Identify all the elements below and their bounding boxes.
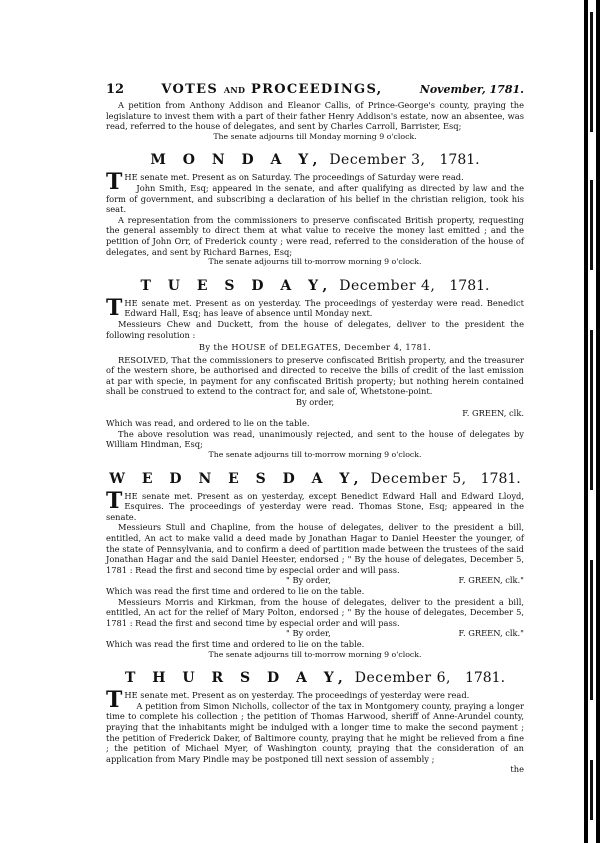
adjourn-monday: The senate adjourns till to-morrow morning 9 o'clock. [208,257,422,267]
tuesday-para-1: THE senate met. Present as on yesterday. The proceedings of yesterday were read. Benedict Edward Hall, Esq; has leave of absence until Monday next. [106,294,524,321]
wednesday-para-1: THE senate met. Present as on yesterday, except Benedict Edward Hall and Edward Lloyd, Esquires. The proceedings of yesterday were read. Thomas Stone, Esq; appeared in the senate. [106,487,524,522]
day-heading-tuesday: T U E S D A Y, December 4, 1781. [140,277,490,294]
signer-tuesday: F. GREEN, clk. [462,407,524,418]
running-header [106,82,524,98]
wednesday-para-3: Which was read the first time and ordered to lie on the table. [106,585,365,596]
header-date: November, 1781. [419,83,524,96]
tuesday-para-2: Messieurs Chew and Duckett, from the house of delegates, deliver to the president the following resolution : [106,318,524,340]
adjourn-wednesday: The senate adjourns till to-morrow morning 9 o'clock. [208,649,422,659]
wednesday-para-4: Messieurs Morris and Kirkman, from the house of delegates, deliver to the president a bill, entitled, An act for the relief of Mary Polton, endorsed ; " By the house of delegates, December 5, 1781 : Read the first and second time by especial order and will pass. [106,596,524,628]
by-order-tuesday: By order, [295,397,335,408]
catchword: the [510,764,524,775]
tuesday-para-4: The above resolution was read, unanimously rejected, and sent to the house of delegates by William Hindman, Esq; [106,428,524,450]
wednesday-para-2: Messieurs Stull and Chapline, from the house of delegates, deliver to the president a bill, entitled, An act to make valid a deed made by Jonathan Hagar to Daniel Heester the younger, of the state of Pennsylvania, and to confirm a deed of partition made between the trustees of the said Jonathan Hagar and the said Daniel Heester, endorsed ; " By the house of delegates, December 5, 1781 : Read the first and second time by especial order and will pass. [106,522,524,575]
resolution-text: RESOLVED, That the commissioners to preserve confiscated British property, and the treasurer of the western shore, be authorised and directed to receive the bills of credit of the last emission at par with specie, in payment for any confiscated British property; but nothing herein contained shall be construed to extend to the contract for, and sale of, Whetstone-point. [106,354,524,397]
thursday-para-2: A petition from Simon Nicholls, collector of the tax in Montgomery county, praying a longer time to complete his collection ; the petition of Thomas Harwood, sheriff of Anne-Arundel county, praying that the inhabitants might be indulged with a longer time to make the second payment ; the petition of Frederick Daker, of Baltimore county, praying that he might be relieved from a fine ; the petition of Michael Myer, of Washington county, praying that the consideration of an application from Mary Pindle may be postponed till next session of assembly ; [106,700,524,764]
day-heading-monday: M O N D A Y, December 3, 1781. [150,152,480,169]
order-row-2: " By order, F. GREEN, clk." [286,628,524,639]
page-text [106,82,524,775]
by-the-house-line: By the HOUSE of DELEGATES, December 4, 1781. [198,342,432,353]
monday-para-1: THE senate met. Present as on Saturday. The proceedings of Saturday were read. [106,169,464,196]
page-number: 12 [106,82,125,97]
adjourn-tuesday: The senate adjourns till to-morrow morning 9 o'clock. [208,450,422,460]
addison-petition: A petition from Anthony Addison and Eleanor Callis, of Prince-George's county, praying the legislature to invest them with a part of their father Henry Addison's estate, now an absentee, was read, referred to the house of delegates, and sent by Charles Carroll, Barrister, Esq; [106,100,524,132]
thursday-para-1: THE senate met. Present as on yesterday. The proceedings of yesterday were read. [106,687,470,714]
monday-para-2: John Smith, Esq; appeared in the senate, and after qualifying as directed by law and the form of government, and subscribing a declaration of his belief in the christian religion, took his seat. [106,182,524,215]
tuesday-para-3: Which was read, and ordered to lie on the table. [106,418,310,429]
day-heading-thursday: T H U R S D A Y, December 6, 1781. [124,670,506,687]
running-title: VOTES AND PROCEEDINGS, [161,82,383,97]
adjacent-page-edge [588,0,596,843]
adjourn-saturday: The senate adjourns till Monday morning 9 o'clock. [213,131,417,141]
monday-para-3: A representation from the commissioners to preserve confiscated British property, requesting the general assembly to direct them at what value to receive the money last emitted ; and the petition of John Orr, of Frederick county ; were read, referred to the consideration of the house of delegates, and sent by Richard Barnes, Esq; [106,214,524,257]
day-heading-wednesday: W E D N E S D A Y, December 5, 1781. [109,470,521,487]
order-row-1: " By order, F. GREEN, clk." [286,575,524,586]
wednesday-para-5: Which was read the first time and ordered to lie on the table. [106,638,365,649]
